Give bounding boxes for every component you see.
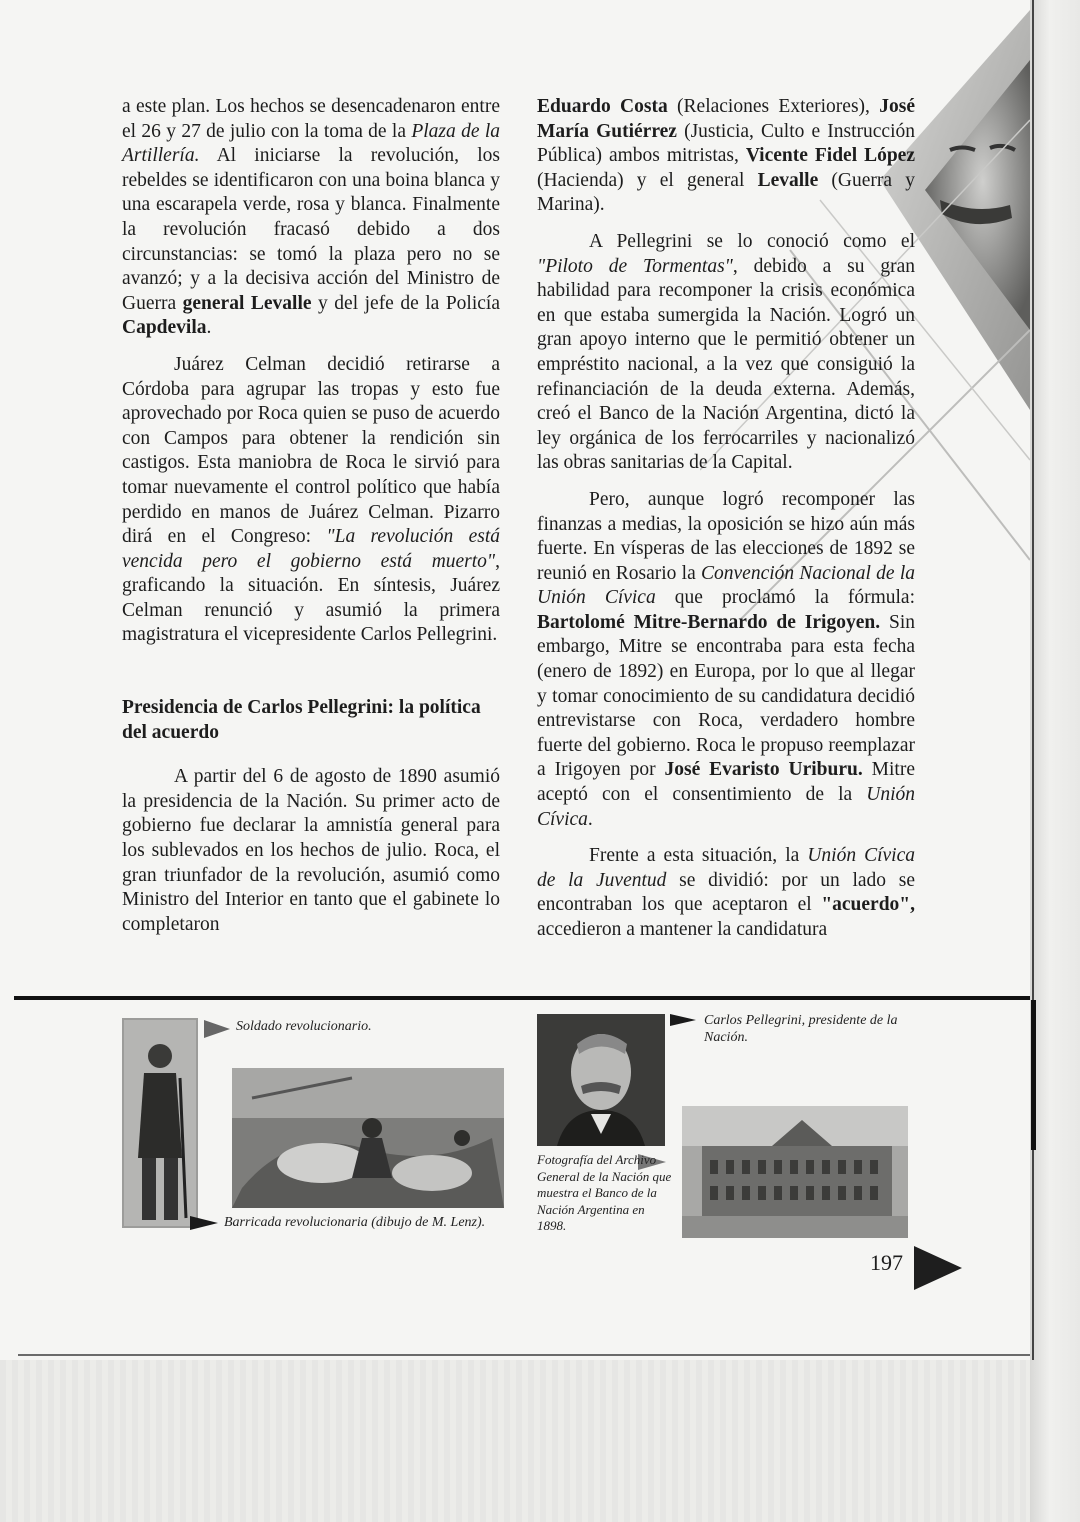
caption-pellegrini: Carlos Pellegrini, presidente de la Nación. bbox=[704, 1013, 898, 1045]
left-column bbox=[122, 95, 500, 937]
caption-soldado: Soldado revolucionario. bbox=[236, 1019, 372, 1034]
banco-nacion-photo bbox=[682, 1106, 908, 1238]
section-heading: Presidencia de Carlos Pellegrini: la política del acuerdo bbox=[122, 697, 481, 743]
caption-banco: Fotografía del Archivo General de la Nación que muestra el Banco de la Nación Argentina en 1898. bbox=[537, 1152, 672, 1233]
section-divider bbox=[14, 996, 1030, 1000]
paragraph: A Pellegrini se lo conoció como el "Piloto de Tormentas", debido a su gran habilidad para recomponer la crisis económica en que estaba sumergida la Nación. Logró un gran apoyo interno que le permitió obtener un empréstito nacional, a la vez que consiguió la refinanciación de la deuda externa. Además, creó el Banco de la Nación Argentina, dictó la ley orgánica de los ferrocarriles y nacionalizó las obras sanitarias de la Capital. bbox=[537, 230, 915, 474]
right-column bbox=[537, 95, 915, 943]
caption-arrow-icon bbox=[670, 1014, 696, 1026]
paragraph: Pero, aunque logró recomponer las finanzas a medias, la oposición se hizo aún más fuerte. En vísperas de las elecciones de 1892 se reunió en Rosario la Convención Nacional de la Unión Cívica que proclamó la fórmula: Bartolomé Mitre-Bernardo de Irigoyen. Sin embargo, Mitre se encontraba para esta fecha (enero de 1892) en Europa, por lo que al llegar y tomar conocimiento de su candidatura decidió entrevistarse con Roca, verdadero hombre fuerte del gobierno. Roca le propuso reemplazar a Irigoyen por José Evaristo Uriburu. Mitre aceptó con el consentimiento de la Unión Cívica. bbox=[537, 488, 916, 830]
paragraph: a este plan. Los hechos se desencadenaron entre el 26 y 27 de julio con la toma de la Plaza de la Artillería. Al iniciarse la revolución, los rebeldes se identificaron con una boina blanca y una escarapela verde, rosa y blanca. Finalmente la revolución fracasó debido a dos circunstancias: se tomó la plaza pero no se avanzó; y a la decisiva acción del Ministro de Guerra general Levalle y del jefe de la Policía Capdevila. bbox=[122, 96, 500, 339]
scan-background bbox=[0, 1360, 1030, 1522]
paragraph: Juárez Celman decidió retirarse a Córdoba para agrupar las tropas y esto fue aprovechado por Roca quien se puso de acuerdo con Campos para obtener la rendición sin castigos. Esta maniobra de Roca le sirvió para tomar nuevamente el control político que había perdido en manos de Juárez Celman. Pizarro dirá en el Congreso: "La revolución está vencida pero el gobierno está muerto", graficando la situación. En síntesis, Juárez Celman renunció y asumió la primera magistratura el vicepresidente Carlos Pellegrini. bbox=[122, 353, 500, 646]
paragraph: Frente a esta situación, la Unión Cívica de la Juventud se dividió: por un lado se encontraban los que aceptaron el "acuerdo", accedieron a mantener la candidatura bbox=[537, 845, 915, 940]
page-bottom-rule bbox=[18, 1354, 1030, 1356]
caption-barricada: Barricada revolucionaria (dibujo de M. Lenz). bbox=[224, 1215, 486, 1230]
caption-arrow-icon bbox=[190, 1216, 218, 1230]
soldier-photo bbox=[122, 1018, 198, 1228]
caption-arrow-icon bbox=[204, 1020, 230, 1038]
paragraph: Eduardo Costa (Relaciones Exteriores), José María Gutiérrez (Justicia, Culto e Instrucción Pública) ambos mitristas, Vicente Fidel López (Hacienda) y el general Levalle (Guerra y Marina). bbox=[537, 96, 916, 216]
page-arrow-icon bbox=[914, 1246, 962, 1290]
pellegrini-portrait bbox=[537, 1014, 665, 1146]
paragraph: A partir del 6 de agosto de 1890 asumió la presidencia de la Nación. Su primer acto de gobierno fue declarar la amnistía general para los sublevados en los hechos de julio. Roca, el gran triunfador de la revolución, asumió como Ministro del Interior en tanto que el gabinete lo completaron bbox=[122, 766, 500, 935]
page-number: 197 bbox=[870, 1250, 903, 1275]
barricade-drawing bbox=[232, 1068, 504, 1208]
page-edge-shadow bbox=[1030, 0, 1080, 1522]
